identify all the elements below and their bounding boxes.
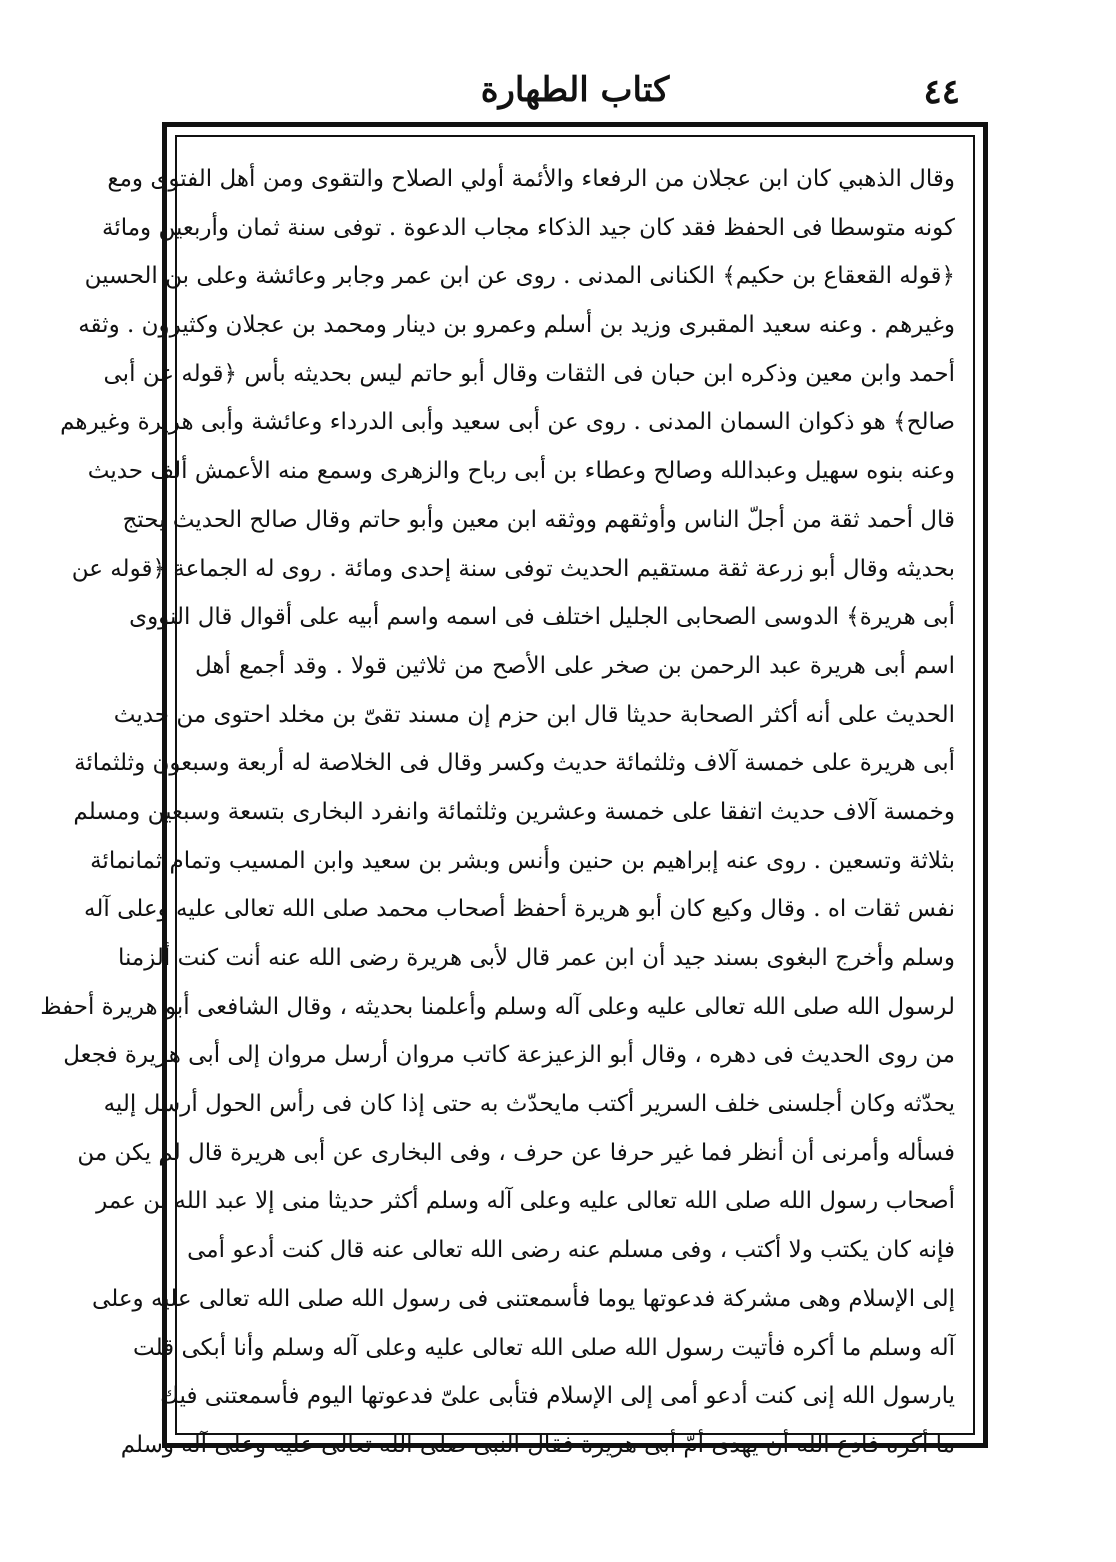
text-line: وغيرهم . وعنه سعيد المقبرى وزيد بن أسلم وعمرو بن دينار ومحمد بن عجلان وكثيرون . وثقه	[78, 312, 955, 339]
text-line: من روى الحديث فى دهره ، وقال أبو الزعيزعة كاتب مروان أرسل مروان إلى أبى هريرة فجعل	[63, 1042, 955, 1069]
text-line: وعنه بنوه سهيل وعبدالله وصالح وعطاء بن أبى رباح والزهرى وسمع منه الأعمش ألف حديث	[87, 458, 955, 485]
text-line: اسم أبى هريرة عبد الرحمن بن صخر على الأصح من ثلاثين قولا . وقد أجمع أهل	[195, 652, 955, 679]
text-line: أبى هريرة على خمسة آلاف وثلثمائة حديث وكسر وقال فى الخلاصة له أربعة وسبعون وثلثمائة	[74, 750, 955, 777]
text-line: وخمسة آلاف حديث اتفقا على خمسة وعشرين وثلثمائة وانفرد البخارى بتسعة وسبعين ومسلم	[73, 798, 955, 825]
text-line: وقال الذهبي كان ابن عجلان من الرفعاء والأئمة أولي الصلاح والتقوى ومن أهل الفتوى ومع	[107, 166, 955, 192]
text-line: نفس ثقات اه . وقال وكيع كان أبو هريرة أحفظ أصحاب محمد صلى الله تعالى عليه وعلى آله	[84, 896, 955, 923]
page-frame-inner	[40, 135, 975, 1458]
text-line: وسلم وأخرج البغوى بسند جيد أن ابن عمر قال لأبى هريرة رضى الله عنه أنت كنت ألزمنا	[117, 945, 955, 971]
body-text	[40, 155, 955, 1458]
text-line: يارسول الله إنى كنت أدعو أمى إلى الإسلام فتأبى علىّ فدعوتها اليوم فأسمعتنى فيك	[160, 1383, 955, 1410]
text-line: بثلاثة وتسعين . روى عنه إبراهيم بن حنين وأنس وبشر بن سعيد وابن المسيب وتمام ثمانمائة	[90, 847, 955, 874]
page-header	[180, 70, 970, 122]
text-line: فإنه كان يكتب ولا أكتب ، وفى مسلم عنه رضى الله تعالى عنه قال كنت أدعو أمى	[187, 1237, 955, 1264]
page-frame-outer	[40, 122, 988, 1458]
text-line: صالح﴾ هو ذكوان السمان المدنى . روى عن أبى سعيد وأبى الدرداء وعائشة وأبى هريرة وغيرهم	[60, 409, 955, 436]
text-line: يحدّثه وكان أجلسنى خلف السرير أكتب مايحدّث به حتى إذا كان فى رأس الحول أرسل إليه	[103, 1091, 955, 1118]
text-line: ما أكره فادع الله أن يهدى أمّ أبى هريرة فقال النبى صلى الله تعالى عليه وعلى آله وسلم	[120, 1431, 955, 1458]
page-title: كتاب الطهارة	[480, 70, 670, 110]
text-line: إلى الإسلام وهى مشركة فدعوتها يوما فأسمعتنى فى رسول الله صلى الله تعالى عليه وعلى	[92, 1285, 955, 1312]
text-line: أصحاب رسول الله صلى الله تعالى عليه وعلى آله وسلم أكثر حديثا منى إلا عبد الله بن عمر	[96, 1188, 955, 1215]
text-line: قال أحمد ثقة من أجلّ الناس وأوثقهم ووثقه ابن معين وأبو حاتم وقال صالح الحديث يحتج	[122, 506, 955, 533]
text-line: ﴿قوله القعقاع بن حكيم﴾ الكنانى المدنى . روى عن ابن عمر وجابر وعائشة وعلى بن الحسين	[84, 263, 955, 290]
text-line: بحديثه وقال أبو زرعة ثقة مستقيم الحديث توفى سنة إحدى ومائة . روى له الجماعة ﴿قوله عن	[71, 555, 955, 582]
page-number: ٤٤	[923, 72, 960, 112]
text-line: آله وسلم ما أكره فأتيت رسول الله صلى الله تعالى عليه وعلى آله وسلم وأنا أبكى قلت	[132, 1334, 955, 1361]
text-line: الحديث على أنه أكثر الصحابة حديثا قال ابن حزم إن مسند تقىّ بن مخلد احتوى من حديث	[113, 701, 955, 728]
text-line: فسأله وأمرنى أن أنظر فما غير حرفا عن حرف ، وفى البخارى عن أبى هريرة قال لم يكن من	[77, 1139, 955, 1166]
text-line: أحمد وابن معين وذكره ابن حبان فى الثقات وقال أبو حاتم ليس بحديثه بأس ﴿قوله عن أبى	[103, 360, 955, 387]
text-line: لرسول الله صلى الله تعالى عليه وعلى آله وسلم وأعلمنا بحديثه ، وقال الشافعى أبو هريرة أحفظ	[40, 993, 955, 1020]
text-line: أبى هريرة﴾ الدوسى الصحابى الجليل اختلف فى اسمه واسم أبيه على أقوال قال النووى	[129, 604, 955, 631]
text-line: كونه متوسطا فى الحفظ فقد كان جيد الذكاء مجاب الدعوة . توفى سنة ثمان وأربعين ومائة	[102, 214, 955, 241]
